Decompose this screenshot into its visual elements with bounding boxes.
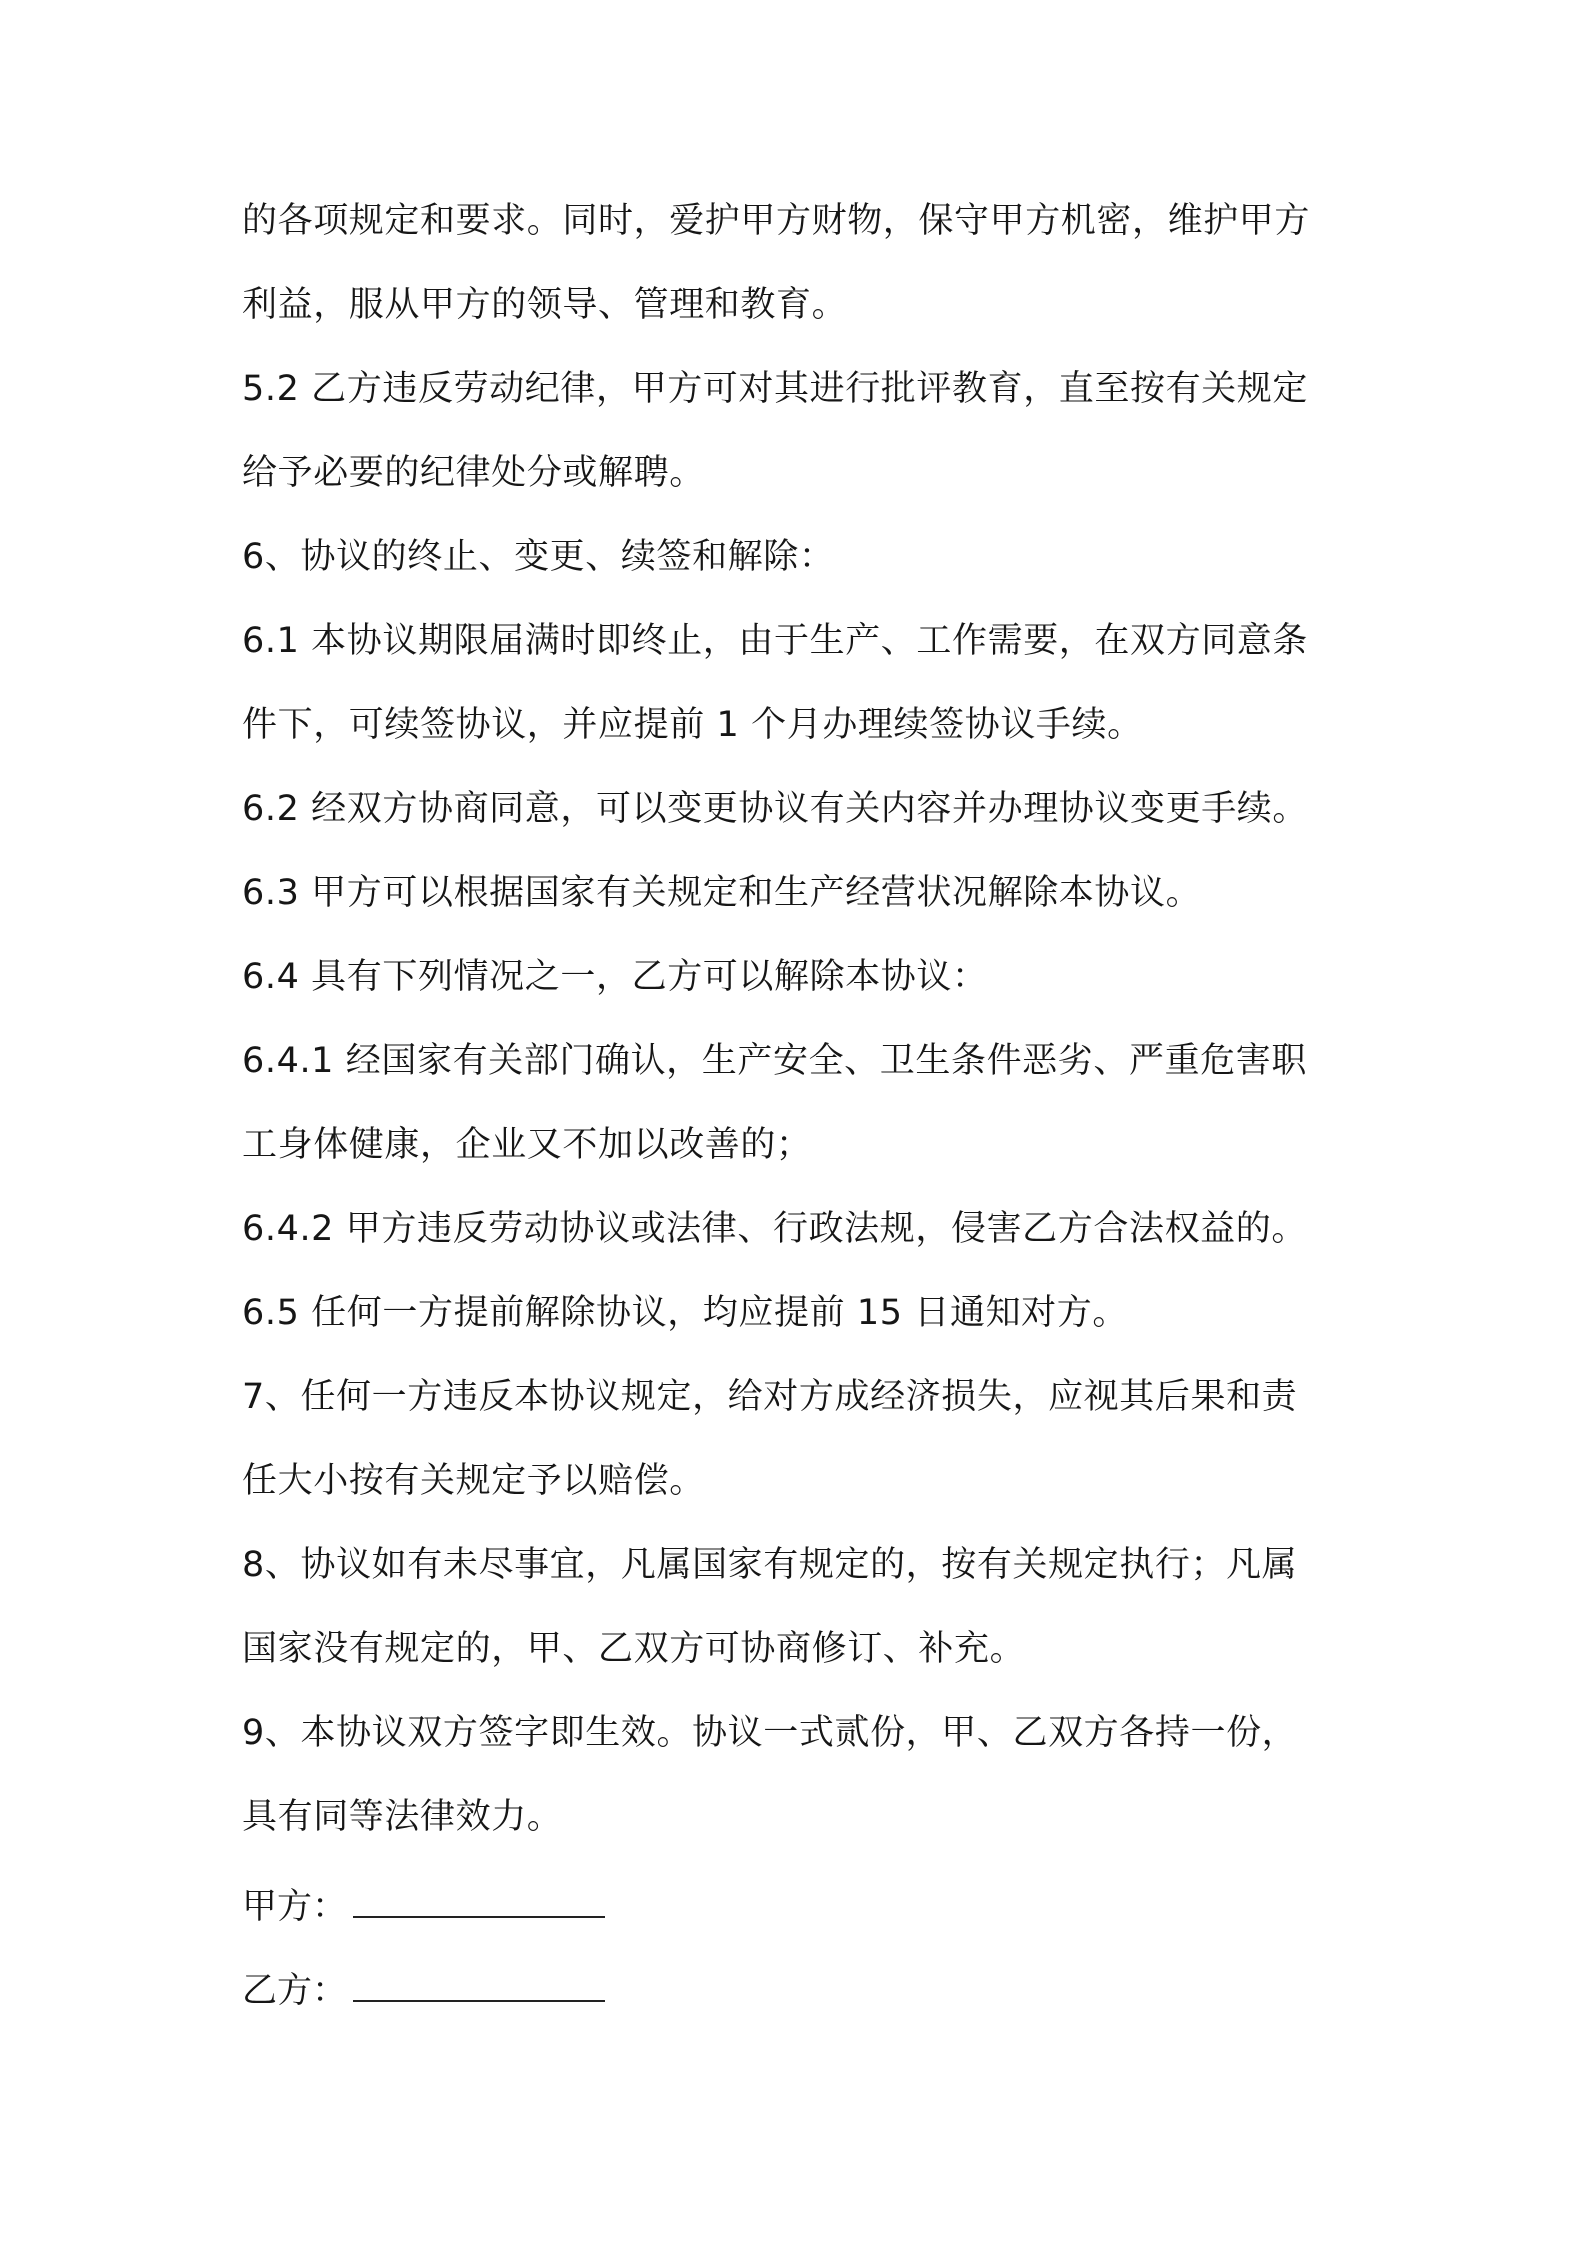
party-b-signature-row: [242, 1960, 605, 2010]
text-line: 利益，服从甲方的领导、管理和教育。: [242, 285, 848, 325]
section-9: 9、本协议双方签字即生效。协议一式贰份，甲、乙双方各持一份，: [242, 1713, 1298, 1753]
party-b-label: 乙方：: [242, 1971, 348, 2011]
text-line: 件下，可续签协议，并应提前 1 个月办理续签协议手续。: [242, 705, 1143, 745]
party-a-signature-field[interactable]: [353, 1876, 605, 1918]
clause-5-2: 5.2 乙方违反劳动纪律，甲方可对其进行批评教育，直至按有关规定: [242, 369, 1308, 409]
section-7: 7、任何一方违反本协议规定，给对方成经济损失，应视其后果和责: [242, 1377, 1298, 1417]
clause-6-4: 6.4 具有下列情况之一，乙方可以解除本协议：: [242, 957, 988, 997]
section-6-heading: 6、协议的终止、变更、续签和解除：: [242, 537, 835, 577]
section-8: 8、协议如有未尽事宜，凡属国家有规定的，按有关规定执行；凡属: [242, 1545, 1298, 1585]
clause-6-4-1: 6.4.1 经国家有关部门确认，生产安全、卫生条件恶劣、严重危害职: [242, 1041, 1307, 1081]
clause-6-4-2: 6.4.2 甲方违反劳动协议或法律、行政法规，侵害乙方合法权益的。: [242, 1209, 1307, 1249]
clause-6-5: 6.5 任何一方提前解除协议，均应提前 15 日通知对方。: [242, 1293, 1128, 1333]
text-line: 的各项规定和要求。同时，爱护甲方财物，保守甲方机密，维护甲方: [242, 201, 1311, 241]
text-line: 工身体健康，企业又不加以改善的；: [242, 1125, 812, 1165]
text-line: 给予必要的纪律处分或解聘。: [242, 453, 705, 493]
text-line: 任大小按有关规定予以赔偿。: [242, 1461, 705, 1501]
clause-6-3: 6.3 甲方可以根据国家有关规定和生产经营状况解除本协议。: [242, 873, 1202, 913]
text-line: 具有同等法律效力。: [242, 1797, 563, 1837]
clause-6-1: 6.1 本协议期限届满时即终止，由于生产、工作需要，在双方同意条: [242, 621, 1308, 661]
party-a-signature-row: [242, 1876, 605, 1926]
text-line: 国家没有规定的，甲、乙双方可协商修订、补充。: [242, 1629, 1026, 1669]
party-b-signature-field[interactable]: [353, 1960, 605, 2002]
party-a-label: 甲方：: [242, 1887, 348, 1927]
clause-6-2: 6.2 经双方协商同意，可以变更协议有关内容并办理协议变更手续。: [242, 789, 1308, 829]
